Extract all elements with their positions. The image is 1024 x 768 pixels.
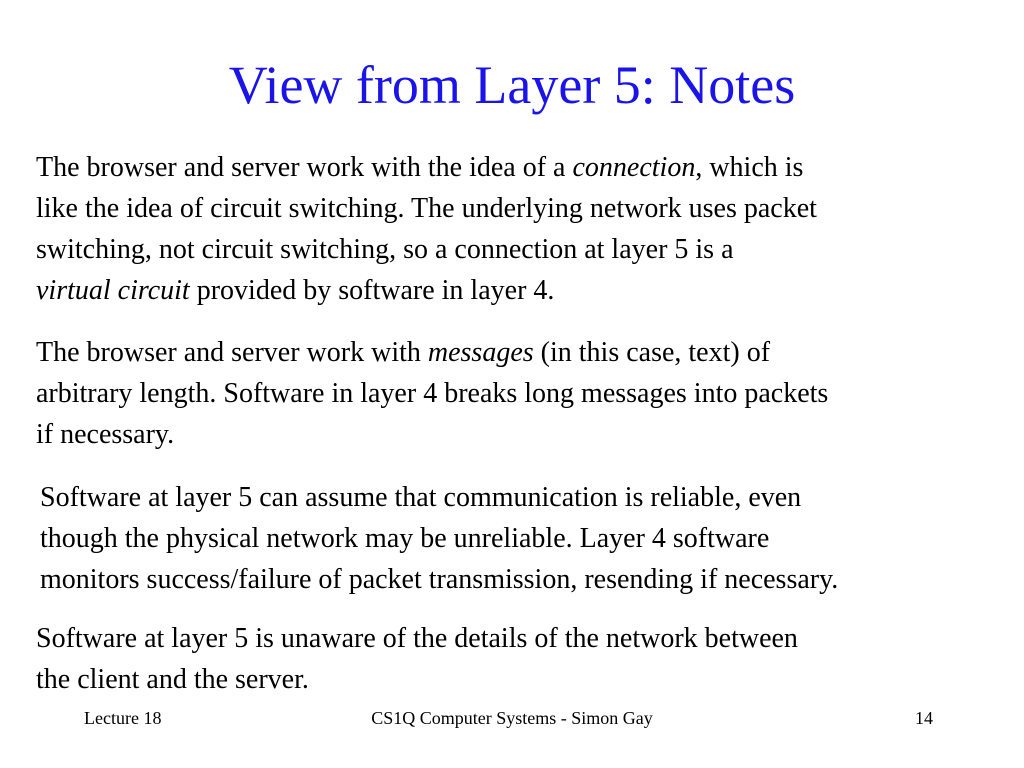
paragraph-line: arbitrary length. Software in layer 4 breaks long messages into packets [36,378,829,409]
paragraph-line: monitors success/failure of packet transmission, resending if necessary. [40,564,839,595]
paragraph-line: Software at layer 5 is unaware of the details of the network between [36,623,798,654]
paragraph-line: though the physical network may be unreliable. Layer 4 software [40,523,770,554]
text-run: provided by software in layer 4. [189,275,555,306]
text-run: , which is [695,152,804,183]
footer-page-number: 14 [915,708,933,728]
paragraph-line: like the idea of circuit switching. The underlying network uses packet [36,193,817,224]
paragraph-line [36,332,828,373]
paragraph-line: Software at layer 5 can assume that communication is reliable, even [40,482,802,513]
paragraph-line: if necessary. [36,419,175,450]
paragraph-line: switching, not circuit switching, so a connection at layer 5 is a [36,234,734,265]
paragraph-line [36,270,817,311]
emphasis-connection: connection [572,152,696,183]
emphasis-messages: messages [427,337,534,368]
paragraph-connection [36,147,817,311]
paragraph-messages [36,332,828,455]
paragraph-network-details [36,618,798,700]
slide-title: View from Layer 5: Notes [228,55,796,115]
paragraph-line [36,147,817,188]
paragraph-line: the client and the server. [36,664,309,695]
text-run: The browser and server work with the idea of a [36,152,573,183]
footer-lecture: Lecture 18 [84,708,162,728]
text-run: The browser and server work with [36,337,428,368]
footer-course-title: CS1Q Computer Systems - Simon Gay [371,708,653,728]
text-run: (in this case, text) of [533,337,771,368]
emphasis-virtual-circuit: virtual circuit [36,275,190,306]
paragraph-reliability [40,477,838,600]
